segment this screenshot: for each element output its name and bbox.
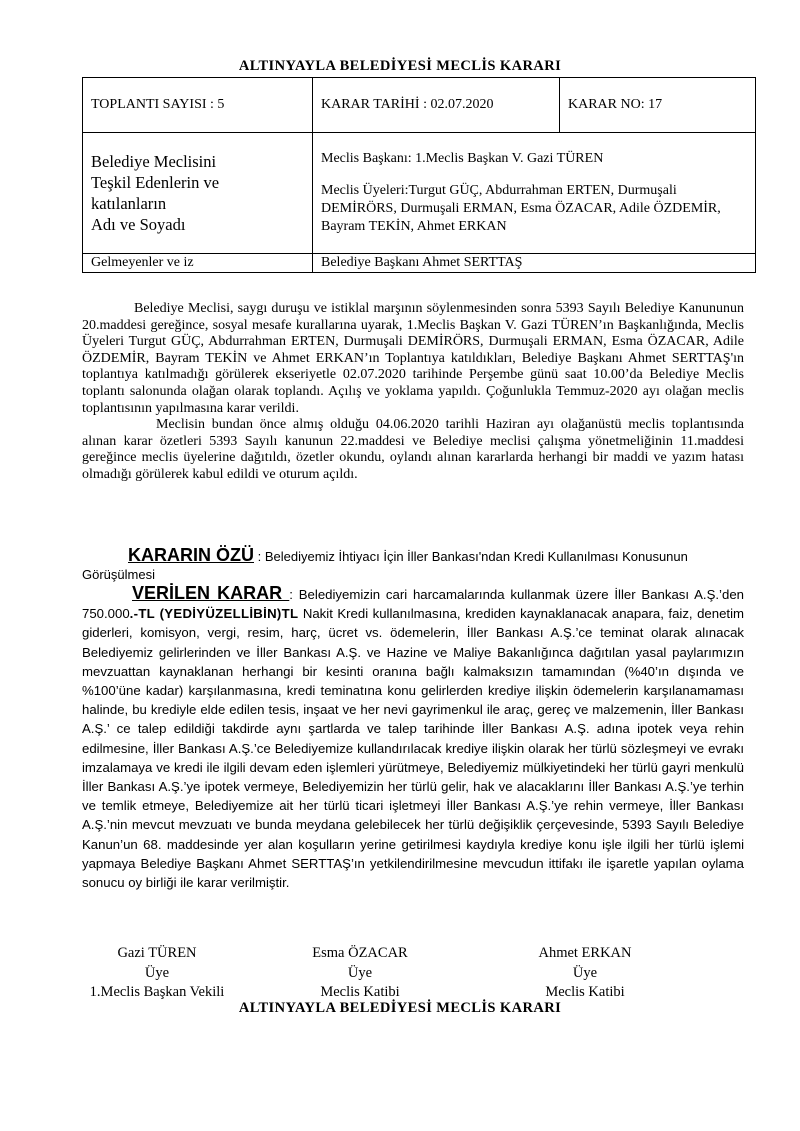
signatory-title: 1.Meclis Başkan Vekili <box>89 984 225 1000</box>
meeting-number-cell: TOPLANTI SAYISI : 5 <box>83 78 313 133</box>
absent-value-cell: Belediye Başkanı Ahmet SERTTAŞ <box>313 254 756 273</box>
meeting-info-table <box>82 77 756 273</box>
decision-text-start: : Belediyemizin cari harcamalarında kullanmak üzere İller Bankası A.Ş.’den 750.000 <box>82 587 744 622</box>
members-list-cell <box>313 133 756 254</box>
members-label-cell <box>83 133 313 254</box>
decision-number-cell: KARAR NO: 17 <box>560 78 756 133</box>
signatory-name: Ahmet ERKAN <box>538 945 632 961</box>
signatory-role: Üye <box>572 964 598 981</box>
decision-heading: VERİLEN KARAR <box>132 583 290 603</box>
absent-label-cell: Gelmeyenler ve iz <box>83 254 313 273</box>
credit-amount: .-TL (YEDİYÜZELLİBİN)TL <box>129 606 299 622</box>
members-label-line: Belediye Meclisini <box>91 152 217 171</box>
decision-summary-text: : Belediyemiz İhtiyacı İçin İller Bankası'ndan Kredi Kullanılması Konusunun Görüşülmesi <box>82 549 688 582</box>
signatory-name: Gazi TÜREN <box>117 945 197 961</box>
decision-summary <box>82 546 744 584</box>
signatory-name: Esma ÖZACAR <box>312 945 408 961</box>
signatory-title: Meclis Katibi <box>545 984 625 1000</box>
previous-minutes-paragraph: Meclisin bundan önce almış olduğu 04.06.2020 tarihli Haziran ayı olağanüstü meclis toplantısında alınan karar özetleri 5393 Sayılı kanunun 22.maddesi ve Belediye meclisi çalışma yönetmeliğinin 11.maddesi gereğince meclis üyelerine dağıtıldı, özetler okundu, oylandı alınan kararlarda herhangi bir maddi ve yazım hatası olmadığı görülerek kabul edildi ve oturum açıldı. <box>82 417 744 482</box>
signatory-title: Meclis Katibi <box>320 984 400 1000</box>
meeting-minutes <box>82 301 744 484</box>
decision-summary-heading: KARARIN ÖZÜ <box>128 545 254 565</box>
document-title: ALTINYAYLA BELEDİYESİ MECLİS KARARI <box>238 58 562 74</box>
document-footer-title: ALTINYAYLA BELEDİYESİ MECLİS KARARI <box>238 1000 562 1016</box>
members-label-line: Adı ve Soyadı <box>91 215 186 234</box>
council-president: Meclis Başkanı: 1.Meclis Başkan V. Gazi TÜREN <box>321 151 604 166</box>
decision-text-rest: Nakit Kredi kullanılmasına, krediden kaynaklanacak anapara, faiz, denetim giderleri, komisyon, vergi, resim, harç, ücret vs. ödemelerin, İller Bankası A.Ş.’ce teminat olarak alınacak Belediyemiz gelirlerinden ve İller Bankası A.Ş. ve Hazine ve Maliye Bakanlığınca dağıtılan yasal paylarımızın mevzuattan kaynaklanan herhangi bir kesinti oranına bağlı kalmaksızın tamamından (%40’ın dışında ve %100’üne kadar) karşılanmasına, kredi teminatına konu gelirlerden krediye ilişkin ödemelerin karşılanamaması halinde, bu krediyle elde edilen tesis, inşaat ve her nevi gayrimenkul ile araç, gereç ve malzemenin, İller Bankası A.Ş.’ ce talep edildiği takdirde aynı şartlarda ve talep tarihinde İller Bankası A.Ş. adına ipotek veya rehin edilmesine, İller Bankası A.Ş.’ce Belediyemize kullandırılacak krediye ilişkin olarak her türlü sözleşmeyi ve evrakı imzalamaya ve kredi ile ilgili devam eden işlemleri yürütmeye, Belediyemiz mülkiyetindeki her türlü gayri menkulü İller Bankası A.Ş.’ye ipotek vermeye, Belediyemizin her türlü gelir, hak ve alacaklarını İller Bankası A.Ş.’ye terhin ve temlik etmeye, Belediyemize ait her türlü ticari işletmeyi İller Bankası A.Ş.’ye rehin vermeye, İller Bankası A.Ş.’nin mevcut mevzuatı ve bunda meydana gelebilecek her türlü değişiklik çerçevesinde, 5393 Sayılı Belediye Kanun’un 68. maddesinde yer alan koşulların yerine getirilmesi kaydıyla krediye konu işle ilgili her türlü işlemi yapmaya Belediye Başkanı Ahmet SERTTAŞ’ın yetkilendirilmesine mevcudun ittifakı ile işaretle yapılan oylama sonucu oy birliği ile karar verilmiştir. <box>82 606 745 891</box>
opening-paragraph: Belediye Meclisi, saygı duruşu ve istiklal marşının söylenmesinden sonra 5393 Sayılı Belediye Kanununun 20.maddesi gereğince, sosyal mesafe kurallarına uyarak, 1.Meclis Başkan V. Gazi TÜREN’ın Başkanlığında, Meclis Üyeleri Turgut GÜÇ, Abdurrahman ERTEN, Durmuşali DEMİRÖRS, Durmuşali ERMAN, Esma ÖZACAR, Adile ÖZDEMİR, Bayram TEKİN ve Ahmet ERKAN’ın Toplantıya katıldıkları, Belediye Başkanı Ahmet SERTTAŞ'ın toplantıya katılmadığı görülerek ekseriyetle 02.07.2020 tarihinde Perşembe günü saat 10.00’da Belediye Meclis toplantı salonunda olağan olarak toplandı. Açılış ve yoklama yapıldı. Çoğunlukla Temmuz-2020 ayı olağan meclis toplantısının yapılmasına karar verildi. <box>82 301 744 416</box>
members-label-line: katılanların <box>91 194 167 213</box>
signature-block <box>500 944 670 1003</box>
decision-date-cell: KARAR TARİHİ : 02.07.2020 <box>313 78 560 133</box>
council-members: Meclis Üyeleri:Turgut GÜÇ, Abdurrahman ERTEN, Durmuşali DEMİRÖRS, Durmuşali ERMAN, Esma ÖZACAR, Adile ÖZDEMİR, Bayram TEKİN, Ahmet ERKAN <box>321 183 721 234</box>
members-label-line: Teşkil Edenlerin ve <box>91 173 220 192</box>
signature-block <box>72 944 242 1003</box>
signatory-role: Üye <box>144 964 170 981</box>
signature-block <box>275 944 445 1003</box>
decision-body <box>82 584 744 892</box>
signatory-role: Üye <box>347 964 373 981</box>
